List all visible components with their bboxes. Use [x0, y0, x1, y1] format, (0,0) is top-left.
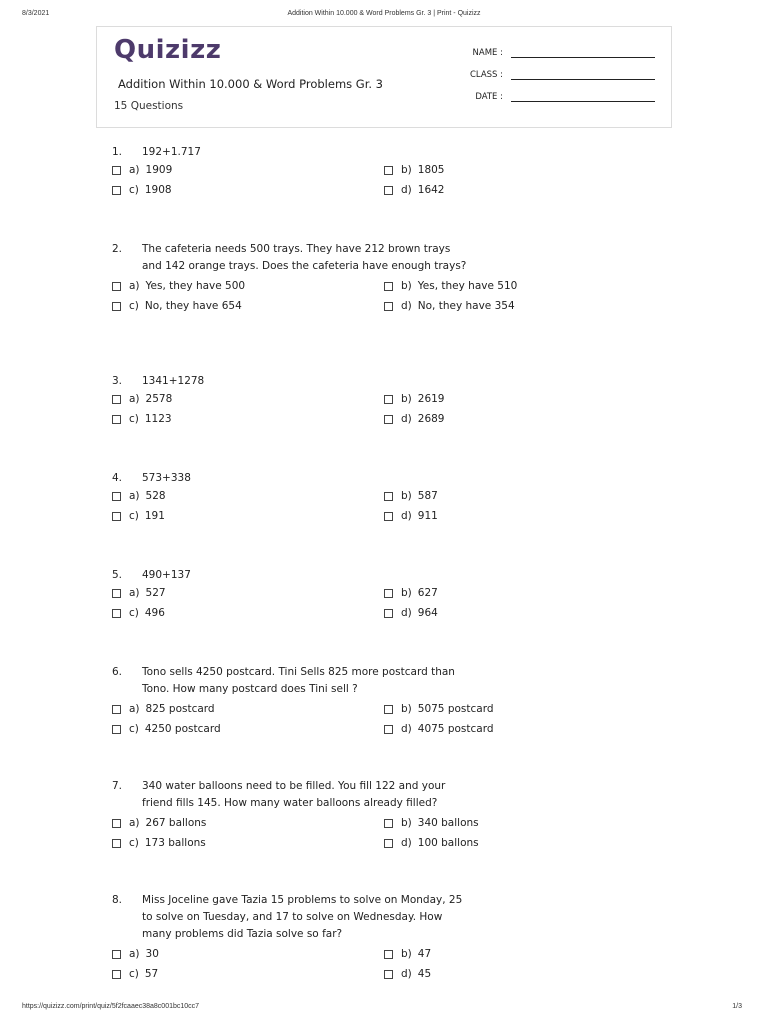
answer-option[interactable]: d) 100 ballons	[384, 837, 479, 849]
class-line[interactable]	[511, 69, 655, 80]
checkbox-icon[interactable]	[384, 970, 393, 979]
print-title: Addition Within 10.000 & Word Problems Gr. 3 | Print - Quizizz	[287, 10, 481, 17]
answer-option[interactable]: a) 825 postcard	[112, 703, 215, 715]
question	[112, 778, 652, 857]
answer-option[interactable]: d) 911	[384, 510, 438, 522]
name-line[interactable]	[511, 47, 655, 58]
option-text: 191	[144, 510, 165, 522]
option-text: 173 ballons	[144, 837, 206, 849]
checkbox-icon[interactable]	[112, 589, 121, 598]
checkbox-icon[interactable]	[112, 395, 121, 404]
checkbox-icon[interactable]	[384, 395, 393, 404]
checkbox-icon[interactable]	[112, 609, 121, 618]
answer-option[interactable]: c) 496	[112, 607, 165, 619]
question-number: 3.	[112, 375, 123, 387]
answer-option[interactable]: b) 587	[384, 490, 438, 502]
answer-option[interactable]: a) 30	[112, 948, 159, 960]
answer-option[interactable]: d) 45	[384, 968, 431, 980]
question	[112, 373, 652, 433]
option-text: 100 ballons	[417, 837, 479, 849]
option-text: 528	[145, 490, 166, 502]
quiz-title: Addition Within 10.000 & Word Problems Gr. 3	[118, 77, 383, 91]
answer-option[interactable]: a) Yes, they have 500	[112, 280, 245, 292]
name-label: NAME :	[472, 48, 503, 58]
checkbox-icon[interactable]	[112, 950, 121, 959]
option-text: 5075 postcard	[417, 703, 494, 715]
option-text: 57	[144, 968, 159, 980]
checkbox-icon[interactable]	[384, 166, 393, 175]
question	[112, 144, 652, 204]
question-number: 7.	[112, 780, 123, 792]
answer-option[interactable]: a) 267 ballons	[112, 817, 206, 829]
checkbox-icon[interactable]	[112, 166, 121, 175]
option-text: 45	[417, 968, 432, 980]
question-number: 6.	[112, 666, 123, 678]
option-text: 1642	[417, 184, 445, 196]
checkbox-icon[interactable]	[384, 609, 393, 618]
question-text: 192+1.717	[142, 146, 201, 158]
answer-option[interactable]: b) 627	[384, 587, 438, 599]
checkbox-icon[interactable]	[112, 970, 121, 979]
answer-option[interactable]: a) 2578	[112, 393, 172, 405]
checkbox-icon[interactable]	[384, 819, 393, 828]
option-text: 2619	[417, 393, 445, 405]
checkbox-icon[interactable]	[112, 512, 121, 521]
answer-option[interactable]: c) 173 ballons	[112, 837, 206, 849]
question	[112, 470, 652, 530]
question-text: 573+338	[142, 472, 191, 484]
question-text: Miss Joceline gave Tazia 15 problems to solve on Monday, 25 to solve on Tuesday, and 17 to solve on Wednesday. How many problems did Tazia solve so far?	[142, 894, 463, 940]
checkbox-icon[interactable]	[384, 415, 393, 424]
option-text: 4075 postcard	[417, 723, 494, 735]
date-line[interactable]	[511, 91, 655, 102]
answer-option[interactable]: b) 2619	[384, 393, 445, 405]
answer-option[interactable]: b) 47	[384, 948, 431, 960]
option-text: 2689	[417, 413, 445, 425]
checkbox-icon[interactable]	[384, 705, 393, 714]
option-text: No, they have 354	[417, 300, 515, 312]
option-text: 496	[144, 607, 165, 619]
answer-option[interactable]: c) 57	[112, 968, 158, 980]
option-text: 587	[417, 490, 438, 502]
checkbox-icon[interactable]	[384, 839, 393, 848]
answer-option[interactable]: c) 191	[112, 510, 165, 522]
option-text: 1123	[144, 413, 172, 425]
option-text: 267 ballons	[145, 817, 207, 829]
checkbox-icon[interactable]	[384, 725, 393, 734]
checkbox-icon[interactable]	[112, 492, 121, 501]
checkbox-icon[interactable]	[112, 705, 121, 714]
option-text: Yes, they have 510	[417, 280, 518, 292]
checkbox-icon[interactable]	[384, 589, 393, 598]
class-field	[447, 69, 655, 80]
checkbox-icon[interactable]	[112, 415, 121, 424]
option-text: 911	[417, 510, 438, 522]
answer-option[interactable]: d) 2689	[384, 413, 445, 425]
quiz-header-card	[96, 26, 672, 128]
question-text: The cafeteria needs 500 trays. They have 212 brown trays and 142 orange trays. Does the cafeteria have enough trays?	[142, 243, 467, 272]
checkbox-icon[interactable]	[384, 950, 393, 959]
checkbox-icon[interactable]	[112, 839, 121, 848]
option-text: 1805	[417, 164, 445, 176]
question	[112, 241, 652, 320]
checkbox-icon[interactable]	[112, 282, 121, 291]
answer-option[interactable]: d) No, they have 354	[384, 300, 515, 312]
option-text: 2578	[145, 393, 173, 405]
date-label: DATE :	[475, 92, 503, 102]
answer-option[interactable]: d) 964	[384, 607, 438, 619]
checkbox-icon[interactable]	[384, 282, 393, 291]
checkbox-icon[interactable]	[384, 302, 393, 311]
question	[112, 664, 652, 743]
answer-option[interactable]: c) 4250 postcard	[112, 723, 221, 735]
checkbox-icon[interactable]	[384, 186, 393, 195]
question-text: 340 water balloons need to be filled. You fill 122 and your friend fills 145. How many water balloons already filled?	[142, 780, 446, 809]
option-text: 1908	[144, 184, 172, 196]
question-number: 1.	[112, 146, 123, 158]
checkbox-icon[interactable]	[112, 302, 121, 311]
option-text: No, they have 654	[144, 300, 242, 312]
question-number: 5.	[112, 569, 123, 581]
answer-option[interactable]: a) 1909	[112, 164, 172, 176]
quizizz-logo: Quizizz	[114, 35, 222, 65]
option-text: 340 ballons	[417, 817, 479, 829]
option-text: 1909	[145, 164, 173, 176]
question-number: 4.	[112, 472, 123, 484]
print-date: 8/3/2021	[22, 10, 50, 17]
answer-option[interactable]: a) 528	[112, 490, 166, 502]
question-count: 15 Questions	[114, 100, 184, 112]
question-number: 2.	[112, 243, 123, 255]
answer-option[interactable]: b) Yes, they have 510	[384, 280, 517, 292]
answer-option[interactable]: c) No, they have 654	[112, 300, 242, 312]
answer-option[interactable]: c) 1908	[112, 184, 172, 196]
answer-option[interactable]: b) 5075 postcard	[384, 703, 494, 715]
option-text: 825 postcard	[145, 703, 215, 715]
answer-option[interactable]: d) 1642	[384, 184, 445, 196]
answer-option[interactable]: a) 527	[112, 587, 166, 599]
answer-option[interactable]: b) 1805	[384, 164, 445, 176]
checkbox-icon[interactable]	[112, 819, 121, 828]
answer-option[interactable]: d) 4075 postcard	[384, 723, 494, 735]
option-text: 527	[145, 587, 166, 599]
option-text: 47	[417, 948, 432, 960]
print-url: https://quizizz.com/print/quiz/5f2fcaaec38a8c001bc10cc7	[22, 1003, 200, 1010]
checkbox-icon[interactable]	[112, 725, 121, 734]
name-field	[447, 47, 655, 58]
option-text: 964	[417, 607, 438, 619]
date-field	[447, 91, 655, 102]
question	[112, 567, 652, 627]
checkbox-icon[interactable]	[384, 512, 393, 521]
option-text: 30	[145, 948, 159, 960]
question-text: 490+137	[142, 569, 191, 581]
answer-option[interactable]: b) 340 ballons	[384, 817, 479, 829]
question-text: 1341+1278	[142, 375, 205, 387]
option-text: 627	[417, 587, 438, 599]
option-text: 4250 postcard	[144, 723, 221, 735]
checkbox-icon[interactable]	[384, 492, 393, 501]
class-label: CLASS :	[469, 70, 503, 80]
answer-option[interactable]: c) 1123	[112, 413, 172, 425]
question-number: 8.	[112, 894, 123, 906]
question-text: Tono sells 4250 postcard. Tini Sells 825 more postcard than Tono. How many postcard does Tini sell ?	[142, 666, 455, 695]
option-text: Yes, they have 500	[145, 280, 246, 292]
question	[112, 892, 652, 988]
checkbox-icon[interactable]	[112, 186, 121, 195]
page-number: 1/3	[732, 1003, 742, 1010]
